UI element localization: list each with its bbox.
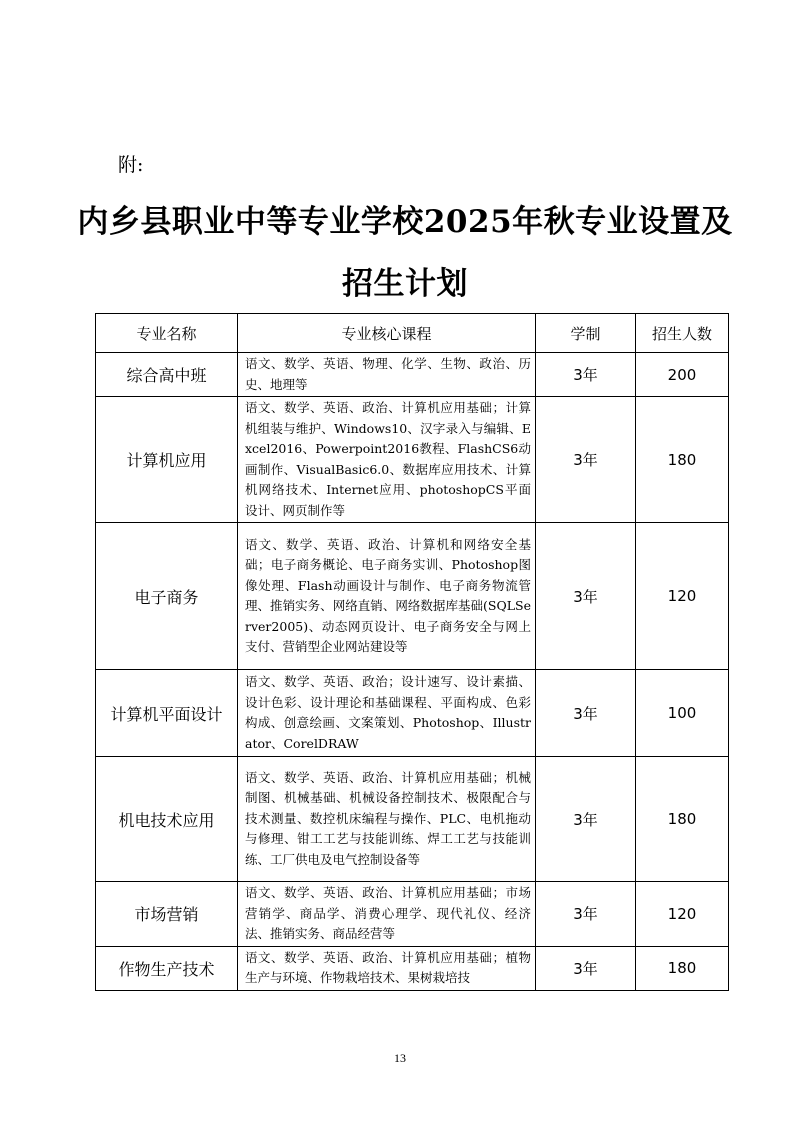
page-number: 13 <box>394 1051 406 1065</box>
enrollment-plan-table <box>95 313 729 991</box>
enrollment-count: 120 <box>636 523 729 670</box>
table-row <box>96 523 729 670</box>
major-name: 市场营销 <box>96 882 238 947</box>
core-courses: 语文、数学、英语、政治；设计速写、设计素描、设计色彩、设计理论和基础课程、平面构成、色彩构成、创意绘画、文案策划、Photoshop、Illustrator、CorelDRAW <box>238 670 536 757</box>
duration: 3年 <box>536 757 636 882</box>
major-name: 作物生产技术 <box>96 946 238 990</box>
core-courses: 语文、数学、英语、物理、化学、生物、政治、历史、地理等 <box>238 353 536 397</box>
header-enrollment: 招生人数 <box>636 314 729 353</box>
major-name: 计算机应用 <box>96 397 238 523</box>
table-row <box>96 946 729 990</box>
header-duration: 学制 <box>536 314 636 353</box>
major-name: 机电技术应用 <box>96 757 238 882</box>
core-courses: 语文、数学、英语、政治、计算机应用基础；植物生产与环境、作物栽培技术、果树栽培技 <box>238 946 536 990</box>
duration: 3年 <box>536 353 636 397</box>
major-name: 计算机平面设计 <box>96 670 238 757</box>
duration: 3年 <box>536 397 636 523</box>
table-header-row <box>96 314 729 353</box>
page-title-line-1: 内乡县职业中等专业学校2025年秋专业设置及 <box>77 204 733 240</box>
major-name: 电子商务 <box>96 523 238 670</box>
table-row <box>96 670 729 757</box>
enrollment-count: 180 <box>636 397 729 523</box>
table-row <box>96 397 729 523</box>
enrollment-count: 200 <box>636 353 729 397</box>
enrollment-count: 120 <box>636 882 729 947</box>
enrollment-count: 100 <box>636 670 729 757</box>
duration: 3年 <box>536 882 636 947</box>
core-courses: 语文、数学、英语、政治、计算机应用基础；计算机组装与维护、Windows10、汉字录入与编辑、Excel2016、Powerpoint2016教程、FlashCS6动画制作、VisualBasic6.0、数据库应用技术、计算机网络技术、Internet应用、photoshopCS平面设计、网页制作等 <box>238 397 536 523</box>
duration: 3年 <box>536 946 636 990</box>
appendix-label: 附: <box>118 154 144 176</box>
core-courses: 语文、数学、英语、政治、计算机应用基础；机械制图、机械基础、机械设备控制技术、极限配合与技术测量、数控机床编程与操作、PLC、电机拖动与修理、钳工工艺与技能训练、焊工工艺与技能训练、工厂供电及电气控制设备等 <box>238 757 536 882</box>
enrollment-count: 180 <box>636 946 729 990</box>
table-row <box>96 353 729 397</box>
duration: 3年 <box>536 523 636 670</box>
page-title-line-2: 招生计划 <box>342 266 468 302</box>
core-courses: 语文、数学、英语、政治、计算机应用基础；市场营销学、商品学、消费心理学、现代礼仪、经济法、推销实务、商品经营等 <box>238 882 536 947</box>
table-row <box>96 882 729 947</box>
core-courses: 语文、数学、英语、政治、计算机和网络安全基础；电子商务概论、电子商务实训、Photoshop图像处理、Flash动画设计与制作、电子商务物流管理、推销实务、网络直销、网络数据库基础(SQLServer2005)、动态网页设计、电子商务安全与网上支付、营销型企业网站建设等 <box>238 523 536 670</box>
major-name: 综合高中班 <box>96 353 238 397</box>
header-core-courses: 专业核心课程 <box>238 314 536 353</box>
enrollment-count: 180 <box>636 757 729 882</box>
table-row <box>96 757 729 882</box>
duration: 3年 <box>536 670 636 757</box>
header-major-name: 专业名称 <box>96 314 238 353</box>
